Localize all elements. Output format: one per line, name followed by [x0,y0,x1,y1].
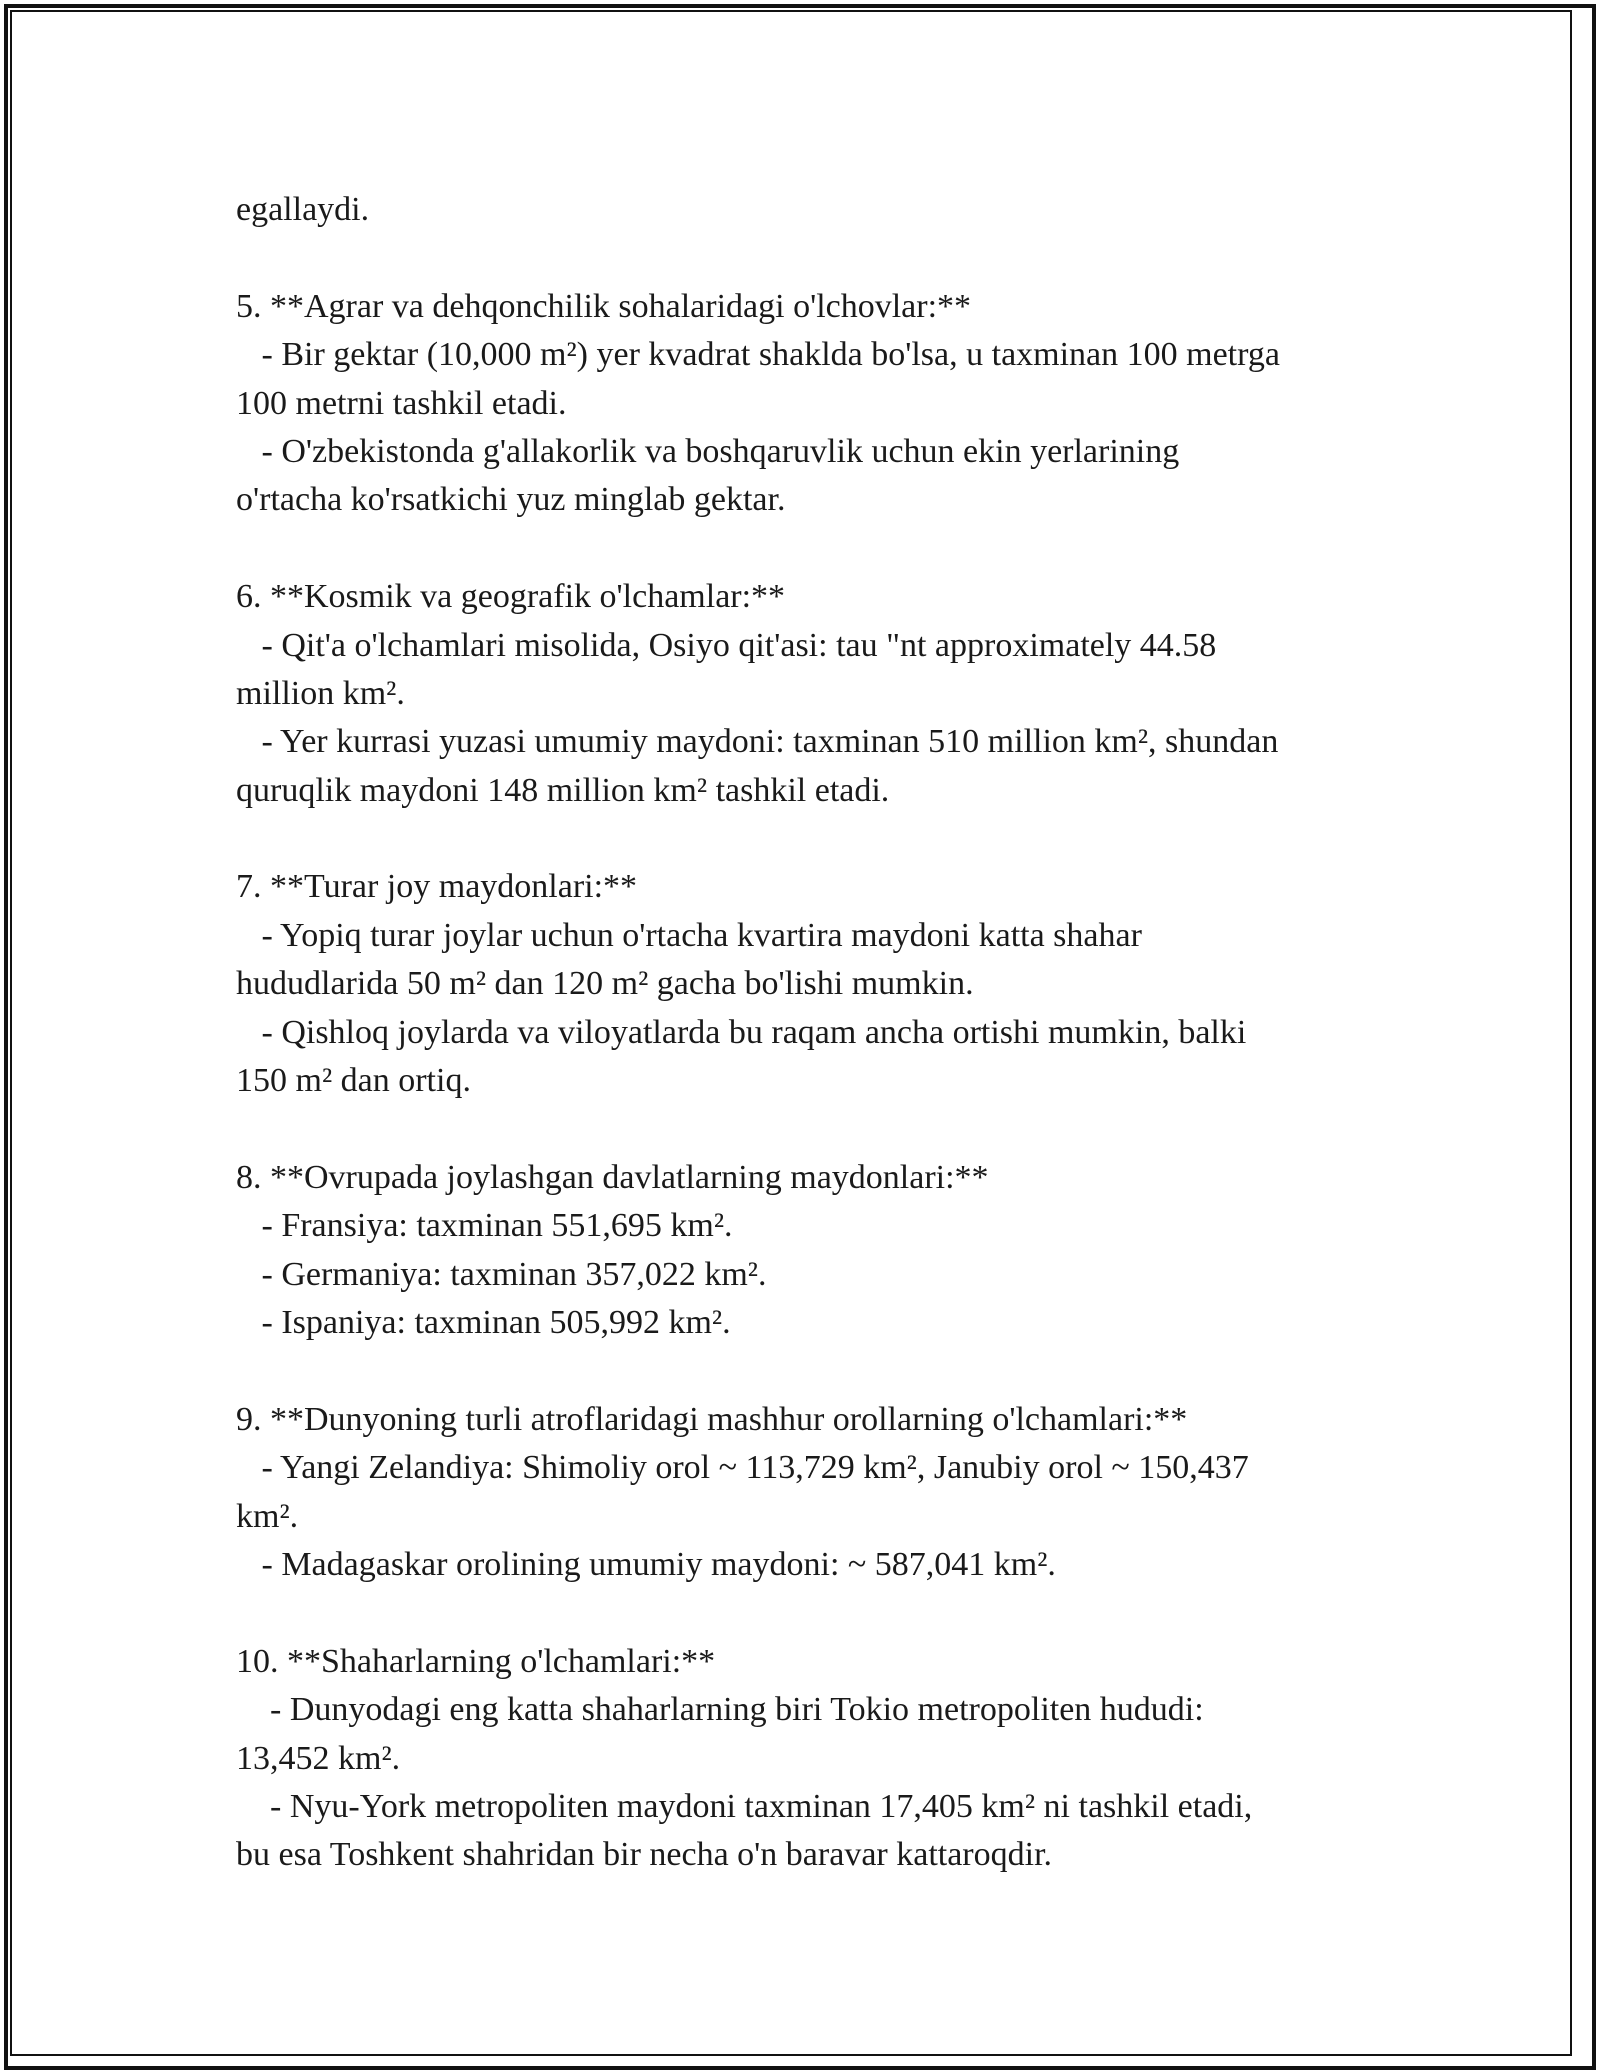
blank-line [236,1589,1396,1637]
text-line: - Yer kurrasi yuzasi umumiy maydoni: taxminan 510 million km², shundan [236,723,1279,761]
text-line: o'rtacha ko'rsatkichi yuz minglab gektar. [236,481,786,519]
text-line: quruqlik maydoni 148 million km² tashkil etadi. [236,771,890,809]
section-heading: 5. **Agrar va dehqonchilik sohalaridagi o'lchovlar:** [236,287,972,325]
blank-line [236,1105,1396,1153]
text-line: - Germaniya: taxminan 357,022 km². [236,1255,767,1293]
blank-line [236,815,1396,863]
section-heading: 10. **Shaharlarning o'lchamlari:** [236,1642,716,1680]
text-line: - Bir gektar (10,000 m²) yer kvadrat shaklda bo'lsa, u taxminan 100 metrga [236,336,1280,374]
document-body [236,186,1396,1880]
text-line: 13,452 km². [236,1739,401,1777]
blank-line [236,525,1396,573]
blank-line [236,234,1396,282]
text-line: - Qishloq joylarda va viloyatlarda bu raqam ancha ortishi mumkin, balki [236,1013,1247,1051]
text-line: km². [236,1497,299,1535]
section-heading: 7. **Turar joy maydonlari:** [236,868,638,906]
text-line: - Ispaniya: taxminan 505,992 km². [236,1303,731,1341]
text-line: egallaydi. [236,191,370,228]
text-line: - Fransiya: taxminan 551,695 km². [236,1207,733,1245]
text-line: bu esa Toshkent shahridan bir necha o'n baravar kattaroqdir. [236,1836,1053,1874]
blank-line [236,1347,1396,1395]
section-heading: 9. **Dunyoning turli atroflaridagi mashhur orollarning o'lchamlari:** [236,1400,1188,1438]
text-line: 100 metrni tashkil etadi. [236,384,567,422]
text-line: - Dunyodagi eng katta shaharlarning biri Tokio metropoliten hududi: [236,1691,1204,1729]
section-heading: 6. **Kosmik va geografik o'lchamlar:** [236,578,786,616]
text-line: - Qit'a o'lchamlari misolida, Osiyo qit'asi: tau "nt approximately 44.58 [236,626,1217,664]
text-line: million km². [236,674,405,712]
text-line: hududlarida 50 m² dan 120 m² gacha bo'lishi mumkin. [236,965,974,1003]
section-heading: 8. **Ovrupada joylashgan davlatlarning maydonlari:** [236,1158,989,1196]
text-line: - Yopiq turar joylar uchun o'rtacha kvartira maydoni katta shahar [236,916,1142,954]
text-line: - Nyu-York metropoliten maydoni taxminan 17,405 km² ni tashkil etadi, [236,1787,1253,1825]
text-line: - O'zbekistonda g'allakorlik va boshqaruvlik uchun ekin yerlarining [236,432,1180,470]
text-line: 150 m² dan ortiq. [236,1062,471,1100]
text-line: - Madagaskar orolining umumiy maydoni: ~ 587,041 km². [236,1545,1056,1583]
text-line: - Yangi Zelandiya: Shimoliy orol ~ 113,729 km², Janubiy orol ~ 150,437 [236,1449,1249,1487]
